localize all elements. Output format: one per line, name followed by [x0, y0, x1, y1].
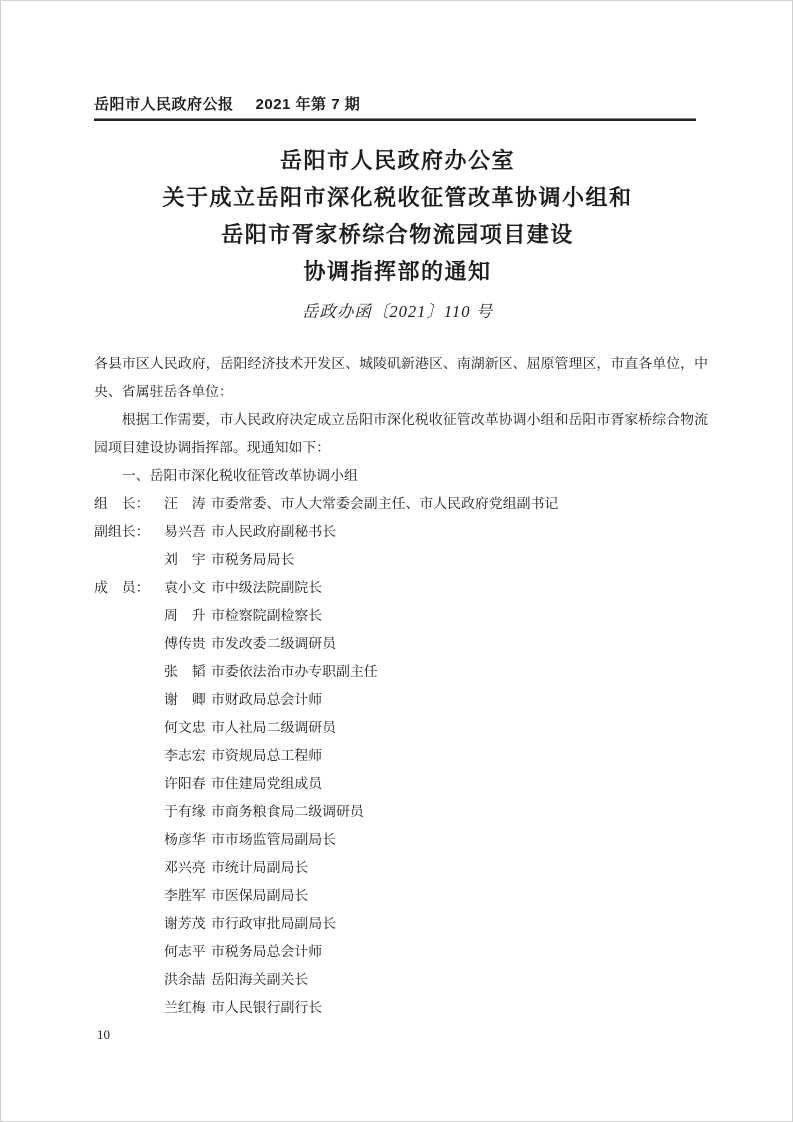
title-line-1: 岳阳市人民政府办公室	[279, 148, 515, 173]
roster-row	[94, 491, 708, 519]
roster-role-label	[94, 855, 164, 883]
roster-person-name: 杨彦华	[164, 833, 206, 848]
roster-person-name: 傅传贵	[164, 637, 206, 652]
roster-person-name: 于有缘	[164, 805, 206, 820]
roster-role-label	[94, 827, 164, 855]
roster-row	[94, 575, 708, 603]
roster-person-position: 市委依法治市办专职副主任	[211, 665, 378, 680]
running-header	[94, 96, 698, 114]
roster-person-name: 谢 卿	[164, 693, 206, 708]
roster-person-position: 市住建局党组成员	[211, 777, 323, 792]
roster-role-label	[94, 631, 164, 659]
gazette-issue: 2021 年第 7 期	[255, 96, 361, 113]
roster-person-position: 市商务粮食局二级调研员	[211, 805, 364, 820]
roster-role-label: 组 长：	[94, 497, 150, 512]
roster-person-position: 市市场监管局副局长	[211, 833, 337, 848]
roster-person-name: 周 升	[164, 609, 206, 624]
title-line-4: 协调指挥部的通知	[303, 259, 492, 284]
roster-person-name: 易兴吾	[164, 525, 206, 540]
roster-row	[94, 827, 708, 855]
roster-person-position: 市医保局副局长	[211, 889, 309, 904]
page-number: 10	[97, 1027, 110, 1042]
intro-paragraph: 根据工作需要，市人民政府决定成立岳阳市深化税收征管改革协调小组和岳阳市胥家桥综合物流园项目建设协调指挥部。现通知如下：	[94, 413, 708, 456]
roster-row	[94, 911, 708, 939]
roster-role-label	[94, 939, 164, 967]
roster-row	[94, 687, 708, 715]
roster-role-label	[94, 659, 164, 687]
roster-person-position: 市人社局二级调研员	[211, 721, 337, 736]
roster-person-position: 市资规局总工程师	[211, 749, 323, 764]
roster-role-label: 成 员：	[94, 581, 150, 596]
document-number: 岳政办函〔2021〕110 号	[301, 302, 494, 321]
roster-person-name: 何志平	[164, 945, 206, 960]
roster-role-label	[94, 687, 164, 715]
document-title	[1, 142, 793, 290]
roster-role-label	[94, 995, 164, 1023]
roster-role-label	[94, 603, 164, 631]
roster-person-position: 市人民政府副秘书长	[211, 525, 337, 540]
title-line-3: 岳阳市胥家桥综合物流园项目建设	[221, 222, 574, 247]
title-line-2: 关于成立岳阳市深化税收征管改革协调小组和	[162, 185, 633, 210]
roster-person-name: 李胜军	[164, 889, 206, 904]
roster-row	[94, 855, 708, 883]
roster-row	[94, 939, 708, 967]
roster-person-position: 市中级法院副院长	[211, 581, 323, 596]
roster-person-name: 袁小文	[164, 581, 206, 596]
roster-row	[94, 883, 708, 911]
roster-role-label	[94, 715, 164, 743]
section-heading: 一、岳阳市深化税收征管改革协调小组	[121, 469, 358, 484]
roster-person-name: 邓兴亮	[164, 861, 206, 876]
roster-role-label	[94, 883, 164, 911]
roster-person-position: 市检察院副检察长	[211, 609, 323, 624]
roster-role-label	[94, 771, 164, 799]
roster-person-position: 市委常委、市人大常委会副主任、市人民政府党组副书记	[211, 497, 559, 512]
roster-role-label	[94, 743, 164, 771]
roster-person-name: 汪 涛	[164, 497, 206, 512]
roster-role-label: 副组长：	[94, 525, 150, 540]
document-body	[94, 351, 708, 1023]
roster-person-position: 市税务局局长	[211, 553, 295, 568]
roster-person-name: 谢芳茂	[164, 917, 206, 932]
roster-person-name: 李志宏	[164, 749, 206, 764]
roster-person-position: 市税务局总会计师	[211, 945, 323, 960]
roster-person-name: 兰红梅	[164, 1001, 206, 1016]
roster-person-position: 市人民银行副行长	[211, 1001, 323, 1016]
roster-row	[94, 799, 708, 827]
header-rule-divider	[94, 118, 696, 121]
roster	[94, 491, 708, 1023]
roster-row	[94, 995, 708, 1023]
roster-role-label	[94, 799, 164, 827]
roster-row	[94, 631, 708, 659]
roster-row	[94, 743, 708, 771]
roster-person-name: 刘 宇	[164, 553, 206, 568]
roster-person-position: 市财政局总会计师	[211, 693, 323, 708]
roster-person-position: 岳阳海关副关长	[211, 973, 309, 988]
roster-row	[94, 659, 708, 687]
roster-role-label	[94, 911, 164, 939]
gazette-title: 岳阳市人民政府公报	[94, 96, 234, 113]
roster-row	[94, 967, 708, 995]
roster-role-label	[94, 967, 164, 995]
roster-person-name: 洪余喆	[164, 973, 206, 988]
roster-row	[94, 603, 708, 631]
roster-role-label	[94, 547, 164, 575]
roster-person-position: 市发改委二级调研员	[211, 637, 337, 652]
salutation-paragraph: 各县市区人民政府，岳阳经济技术开发区、城陵矶新港区、南湖新区、屈原管理区，市直各单位，中央、省属驻岳各单位：	[94, 357, 708, 400]
roster-person-position: 市统计局副局长	[211, 861, 309, 876]
roster-person-name: 张 韬	[164, 665, 206, 680]
roster-person-name: 许阳春	[164, 777, 206, 792]
roster-person-name: 何文忠	[164, 721, 206, 736]
roster-row	[94, 547, 708, 575]
roster-person-position: 市行政审批局副局长	[211, 917, 337, 932]
roster-row	[94, 519, 708, 547]
roster-row	[94, 715, 708, 743]
roster-row	[94, 771, 708, 799]
